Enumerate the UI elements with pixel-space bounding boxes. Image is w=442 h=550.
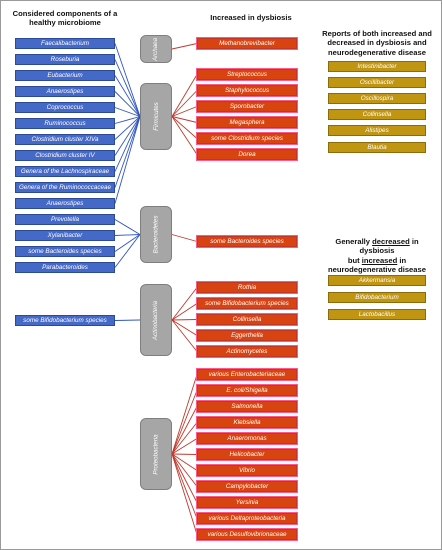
dysbiosis-taxon: Helicobacter: [197, 449, 297, 460]
dysbiosis-taxon: some Bifidobacterium species: [197, 298, 297, 309]
healthy-header-line-1: Considered components of a: [12, 9, 118, 18]
healthy-taxon: Clostridium cluster XIVa: [15, 134, 115, 145]
generally-header-line-3: neurodegenerative disease: [328, 265, 426, 275]
healthy-link: [115, 60, 140, 117]
reports-header-line-2: decreased in dysbiosis and: [327, 38, 427, 48]
dysbiosis-taxon: Anaeromonas: [197, 433, 297, 444]
phylum-firmicutes: Firmicutes: [140, 83, 172, 150]
phylum-actinobacteria: Actinobacteria: [140, 284, 172, 356]
mixed-report-taxon: Oscillibacter: [328, 77, 426, 88]
healthy-header: [9, 9, 121, 28]
healthy-taxon: Roseburia: [15, 54, 115, 65]
healthy-link: [115, 117, 140, 172]
healthy-taxon: Parabacteroides: [15, 262, 115, 273]
healthy-link: [115, 117, 140, 188]
healthy-link: [115, 117, 140, 204]
dysbiosis-link: [172, 44, 197, 50]
dysbiosis-link: [172, 320, 197, 321]
dysbiosis-link: [172, 235, 197, 242]
dysbiosis-taxon: Salmonella: [197, 401, 297, 412]
mixed-report-taxon: Alistipes: [328, 125, 426, 136]
dysbiosis-taxon: various Desulfovibrionaceae: [197, 529, 297, 540]
healthy-taxon: Coprococcus: [15, 102, 115, 113]
mixed-report-taxon: Collinsella: [328, 109, 426, 120]
dysbiosis-taxon: Vibrio: [197, 465, 297, 476]
dysbiosis-link: [172, 391, 197, 455]
healthy-link: [115, 76, 140, 117]
dysbiosis-link: [172, 91, 197, 117]
phylum-archaea: Archaea: [140, 35, 172, 63]
generally-header: [319, 237, 435, 275]
reports-header-line-1: Reports of both increased and: [322, 29, 432, 38]
healthy-taxon: Anaerostipes: [15, 86, 115, 97]
mixed-report-taxon: Oscillospira: [328, 93, 426, 104]
dysbiosis-taxon: some Clostridium species: [197, 133, 297, 144]
healthy-taxon: Eubacterium: [15, 70, 115, 81]
dysbiosis-link: [172, 454, 197, 455]
reports-header: [319, 29, 435, 57]
dysbiosis-taxon: E. coli/Shigella: [197, 385, 297, 396]
healthy-taxon: Xylanibacter: [15, 230, 115, 241]
dysbiosis-link: [172, 423, 197, 455]
healthy-taxon: Genera of the Ruminococcaceae: [15, 182, 115, 193]
healthy-taxon: some Bacteroides species: [15, 246, 115, 257]
healthy-link: [115, 44, 140, 117]
dysbiosis-link: [172, 288, 197, 321]
dysbiosis-taxon: various Deltaproteobacteria: [197, 513, 297, 524]
dysbiosis-taxon: Campylobacter: [197, 481, 297, 492]
healthy-taxon: some Bifidobacterium species: [15, 315, 115, 326]
dysbiosis-taxon: Eggerthella: [197, 330, 297, 341]
healthy-link: [115, 320, 140, 321]
dysbiosis-link: [172, 320, 197, 352]
dysbiosis-taxon: Rothia: [197, 282, 297, 293]
reports-header-line-3: neurodegenerative disease: [328, 47, 426, 57]
healthy-taxon: Clostridium cluster IV: [15, 150, 115, 161]
dysbiosis-link: [172, 107, 197, 117]
decreased-taxon: Bifidobacterium: [328, 292, 426, 303]
dysbiosis-taxon: Sporobacter: [197, 101, 297, 112]
dysbiosis-taxon: Megasphera: [197, 117, 297, 128]
healthy-link: [115, 235, 140, 236]
decreased-taxon: Akkermansia: [328, 275, 426, 286]
mixed-report-taxon: Intestinibacter: [328, 61, 426, 72]
healthy-link: [115, 235, 140, 252]
mixed-report-taxon: Blautia: [328, 142, 426, 153]
dysbiosis-taxon: some Bacteroides species: [197, 236, 297, 247]
healthy-link: [115, 220, 140, 235]
dysbiosis-taxon: Methanobrevibacter: [197, 38, 297, 49]
healthy-taxon: Ruminococcus: [15, 118, 115, 129]
dysbiosis-header: Increased in dysbiosis: [210, 13, 292, 22]
dysbiosis-taxon: Klebsiella: [197, 417, 297, 428]
phylum-proteobacteria: Proteobacteria: [140, 418, 172, 490]
generally-header-line-2: but increased in: [347, 255, 407, 265]
healthy-header-line-2: healthy microbiome: [29, 18, 101, 28]
dysbiosis-link: [172, 454, 197, 487]
healthy-link: [115, 235, 140, 268]
dysbiosis-link: [172, 454, 197, 519]
healthy-taxon: Faecalibacterium: [15, 38, 115, 49]
dysbiosis-link: [172, 304, 197, 321]
dysbiosis-taxon: Actinomycetes: [197, 346, 297, 357]
dysbiosis-taxon: various Enterobacteriaceae: [197, 369, 297, 380]
dysbiosis-link: [172, 320, 197, 336]
decreased-taxon: Lactobacillus: [328, 309, 426, 320]
dysbiosis-taxon: Streptococcus: [197, 69, 297, 80]
dysbiosis-link: [172, 75, 197, 117]
healthy-taxon: Anaerostipes: [15, 198, 115, 209]
dysbiosis-taxon: Yersinia: [197, 497, 297, 508]
healthy-taxon: Prevotella: [15, 214, 115, 225]
generally-header-line-1: Generally decreased in dysbiosis: [335, 237, 419, 256]
dysbiosis-taxon: Collinsella: [197, 314, 297, 325]
dysbiosis-taxon: Staphylococcus: [197, 85, 297, 96]
phylum-bacteroidetes: Bacteroidetes: [140, 206, 172, 263]
healthy-taxon: Genera of the Lachnospiraceae: [15, 166, 115, 177]
dysbiosis-taxon: Dorea: [197, 149, 297, 160]
